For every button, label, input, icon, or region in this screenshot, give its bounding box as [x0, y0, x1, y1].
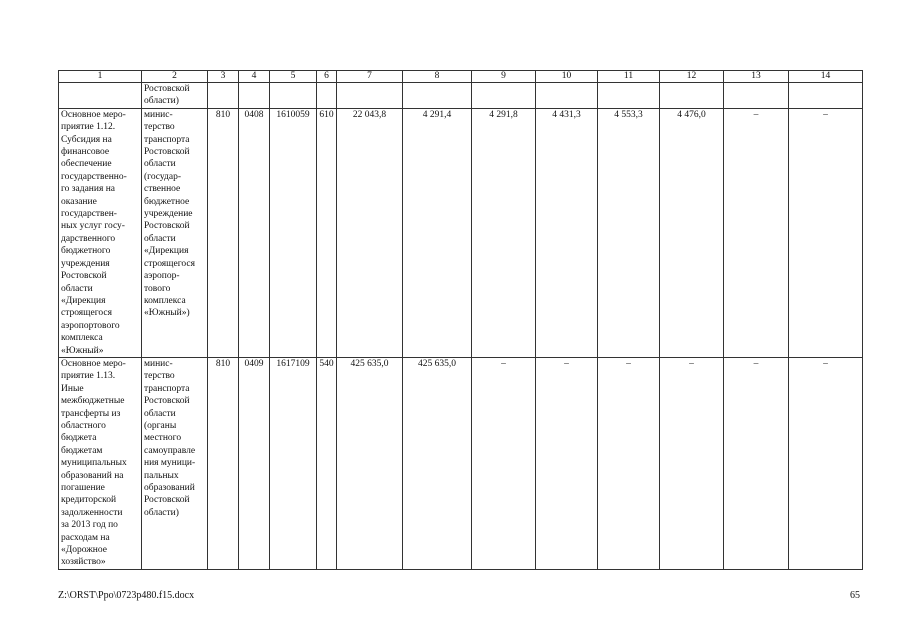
- table-cell: 425 635,0: [403, 357, 472, 569]
- table-cell: 0408: [239, 108, 270, 357]
- table-cell: [239, 83, 270, 109]
- table-cell: –: [472, 357, 536, 569]
- table-cell: минис- терство транспорта Ростовской области (государ- ственное бюджетное учреждение Ростовской области «Дирекция строящегося аэропор- тового комплекса «Южный»): [142, 108, 208, 357]
- table-cell: 4 291,8: [472, 108, 536, 357]
- column-header: 12: [660, 71, 724, 83]
- page-number: 65: [850, 590, 860, 601]
- table-cell: 4 476,0: [660, 108, 724, 357]
- table-cell: [317, 83, 337, 109]
- table-cell: –: [598, 357, 660, 569]
- table-cell: [789, 83, 863, 109]
- column-header: 5: [270, 71, 317, 83]
- table-cell: [270, 83, 317, 109]
- column-header: 8: [403, 71, 472, 83]
- table-cell: [724, 83, 789, 109]
- column-header: 3: [208, 71, 239, 83]
- table-cell: –: [724, 108, 789, 357]
- table-cell: 1610059: [270, 108, 317, 357]
- table-cell: [536, 83, 598, 109]
- table-cell: 4 553,3: [598, 108, 660, 357]
- table-row: [59, 108, 863, 357]
- table-cell: [472, 83, 536, 109]
- table-row: [59, 83, 863, 109]
- table-row: [59, 357, 863, 569]
- table-cell: [59, 83, 142, 109]
- table-cell: 22 043,8: [337, 108, 403, 357]
- column-header: 11: [598, 71, 660, 83]
- table-cell: –: [789, 357, 863, 569]
- table-cell: минис- терство транспорта Ростовской области (органы местного самоуправле ния муници- пальных образований Ростовской области): [142, 357, 208, 569]
- table-cell: 0409: [239, 357, 270, 569]
- column-header: 2: [142, 71, 208, 83]
- table-cell: [403, 83, 472, 109]
- table-cell: [598, 83, 660, 109]
- table-cell: 810: [208, 357, 239, 569]
- header-row: [59, 71, 863, 83]
- table-cell: Основное меро- приятие 1.12. Субсидия на финансовое обеспечение государственно- го задания на оказание государствен- ных услуг госу- дарственного бюджетного учреждения Ростовской области «Дирекция строящегося аэропортового комплекса «Южный»: [59, 108, 142, 357]
- budget-table: [58, 70, 863, 570]
- table-cell: Основное меро- приятие 1.13. Иные межбюджетные трансферты из областного бюджета бюджетам муниципальных образований на погашение кредиторской задолженности за 2013 год по расходам на «Дорожное хозяйство»: [59, 357, 142, 569]
- table-cell: 425 635,0: [337, 357, 403, 569]
- column-header: 1: [59, 71, 142, 83]
- table-cell: –: [660, 357, 724, 569]
- table-cell: 4 291,4: [403, 108, 472, 357]
- table-cell: [660, 83, 724, 109]
- table-cell: 1617109: [270, 357, 317, 569]
- table-cell: Ростовской области): [142, 83, 208, 109]
- table-cell: [337, 83, 403, 109]
- table-cell: 810: [208, 108, 239, 357]
- column-header: 13: [724, 71, 789, 83]
- table-cell: [208, 83, 239, 109]
- file-path: Z:\ORST\Ppo\0723p480.f15.docx: [58, 590, 195, 601]
- column-header: 14: [789, 71, 863, 83]
- table-cell: –: [724, 357, 789, 569]
- column-header: 10: [536, 71, 598, 83]
- column-header: 7: [337, 71, 403, 83]
- column-header: 9: [472, 71, 536, 83]
- table-cell: –: [789, 108, 863, 357]
- table-cell: –: [536, 357, 598, 569]
- table-cell: 540: [317, 357, 337, 569]
- table-cell: 4 431,3: [536, 108, 598, 357]
- table-body: [59, 71, 863, 570]
- column-header: 6: [317, 71, 337, 83]
- table-cell: 610: [317, 108, 337, 357]
- column-header: 4: [239, 71, 270, 83]
